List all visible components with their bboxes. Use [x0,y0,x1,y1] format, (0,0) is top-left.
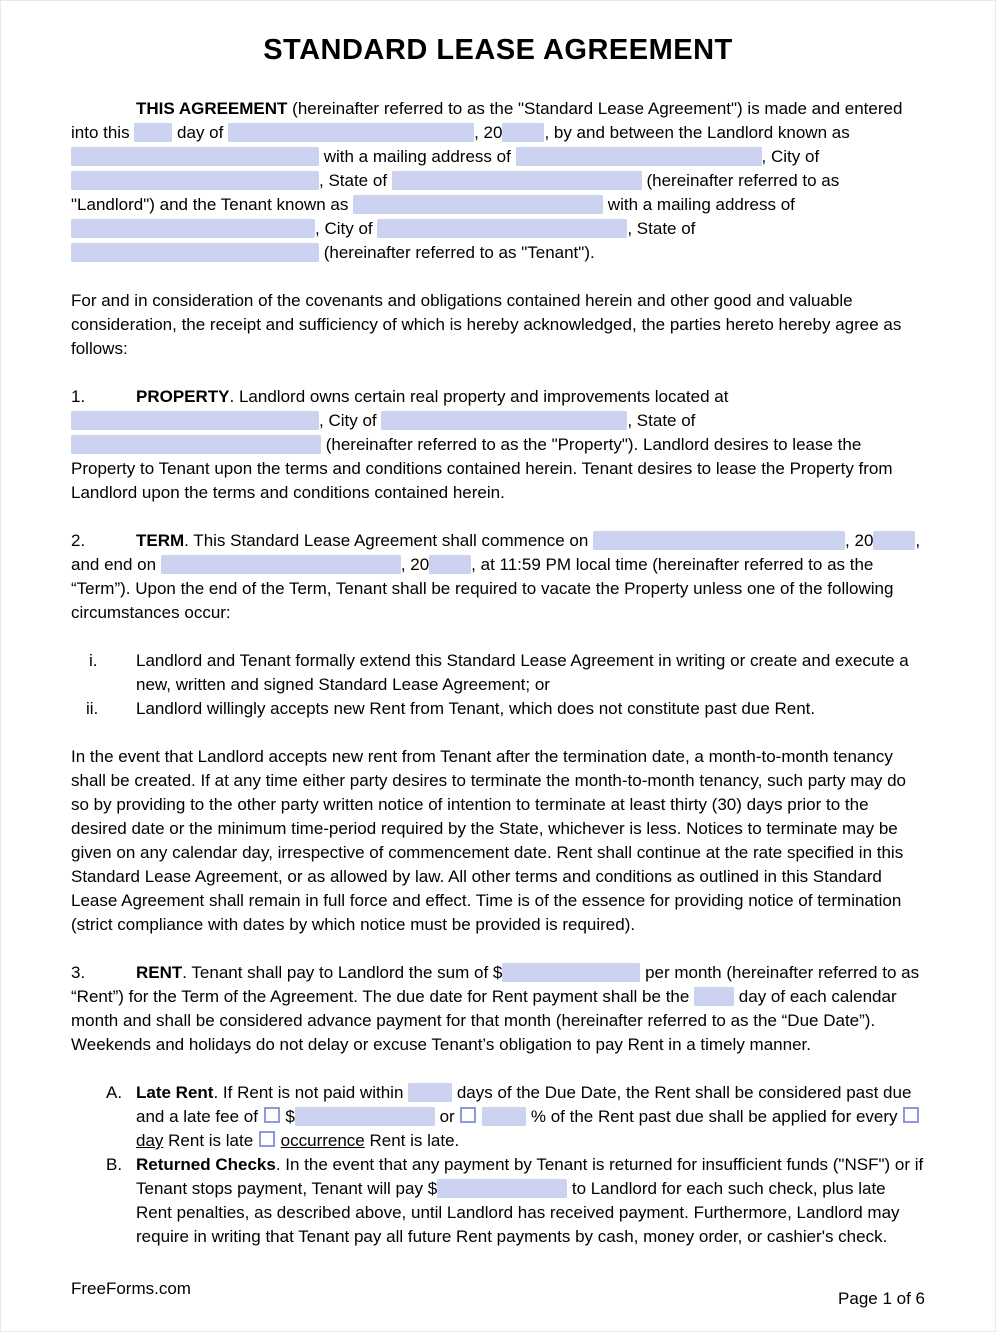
footer-site-name: FreeForms.com [71,1279,191,1298]
text-run: , at 11:59 PM local time (hereinafter referred to as the “Term”). Upon the end of the Term, Tenant shall be required to vacate the Property unless one of the following circumstances occur: [71,555,894,622]
text-run: (hereinafter referred to as the "Property"). Landlord desires to lease the Property to Tenant upon the terms and conditions contained herein. Tenant desires to lease the Property from Landlord upon the terms and conditions contained herein. [71,435,893,502]
clause-3-rent-number: 3. [71,963,86,982]
term-condition-i [71,649,925,697]
bold-text-run: RENT [136,963,183,982]
text-run: , and end on [71,531,921,574]
late-fee-amount-field[interactable] [295,1107,435,1126]
text-run: , City of [319,411,382,430]
property-state-field[interactable] [71,435,321,454]
text-run: day of each calendar month and shall be considered advance payment for that month (hereinafter referred to as the “Due Date”). Weekends and holidays do not delay or excuse Tenant’s obligation to pay Rent in a timely manner. [71,987,897,1054]
text-run: Landlord and Tenant formally extend this Standard Lease Agreement in writing or create and execute a new, written and signed Standard Lease Agreement; or [136,651,909,694]
term-condition-i-marker: i. [89,651,98,670]
text-run: , 20 [400,555,430,574]
text-run: . Tenant shall pay to Landlord the sum of $ [182,963,503,982]
month-to-month-paragraph [71,745,925,937]
clause-3a-late-rent-marker: A. [106,1083,123,1102]
clause-2-term-number: 2. [71,531,86,550]
tab-indent [71,113,136,114]
late-fee-percentage-field[interactable] [482,1107,526,1126]
bold-text-run: PROPERTY [136,387,230,406]
tenant-state-field[interactable] [71,243,319,262]
tenant-city-field[interactable] [377,219,627,238]
text-run: % of the Rent past due shall be applied for every [526,1107,903,1126]
text-run: , State of [627,411,696,430]
clause-1-property-number: 1. [71,387,86,406]
term-condition-ii [71,697,925,721]
text-run: (hereinafter referred to as "Landlord") and the Tenant known as [71,171,840,214]
text-run: For and in consideration of the covenants and obligations contained herein and other good and valuable consideration, the receipt and sufficiency of which is hereby acknowledged, the parties hereto hereby agree as follows: [71,291,902,358]
text-run: , 20 [845,531,874,550]
text-run: . In the event that any payment by Tenant is returned for insufficient funds ("NSF") or if Tenant stops payment, Tenant will pay $ [136,1155,924,1198]
text-run: , State of [319,171,392,190]
clause-3a-late-rent [71,1081,925,1153]
property-city-field[interactable] [381,411,627,430]
commencement-year-field[interactable] [873,531,915,550]
document-body [71,97,925,1249]
text-run: $ [280,1107,295,1126]
text-run: . This Standard Lease Agreement shall commence on [184,531,594,550]
tenant-mailing-address-field[interactable] [71,219,315,238]
end-date-field[interactable] [161,555,401,574]
property-address-field[interactable] [71,411,319,430]
clause-3b-returned-checks-marker: B. [106,1155,123,1174]
agreement-year-field[interactable] [502,123,544,142]
landlord-name-field[interactable] [71,147,319,166]
clause-3b-returned-checks [71,1153,925,1249]
text-run: with a mailing address of [319,147,516,166]
landlord-mailing-address-field[interactable] [516,147,762,166]
text-run: In the event that Landlord accepts new rent from Tenant after the termination date, a month-to-month tenancy shall be created. If at any time either party desires to terminate the month-to-month tenancy, such party may do so by providing to the other party written notice of intention to terminate at least thirty (30) days prior to the desired date or the minimum time-period required by the State, whichever is less. Notices to terminate may be given on any calendar day, irrespective of commencement date. Rent shall continue at the rate specified in this Standard Lease Agreement, or as allowed by law. All other terms and conditions as outlined in this Standard Lease Agreement shall remain in full force and effect. Time is of the essence for providing notice of termination (strict compliance with dates by which notice must be provided is required). [71,747,906,934]
late-fee-flat-checkbox[interactable] [264,1107,280,1123]
clause-2-term [71,529,925,625]
agreement-month-field[interactable] [228,123,474,142]
nsf-fee-amount-field[interactable] [437,1179,567,1198]
text-run: to Landlord for each such check, plus late Rent penalties, as described above, until Landlord has received payment. Furthermore, Landlord may require in writing that Tenant pay all future Rent payments by cash, money order, or cashier's check. [136,1179,900,1246]
text-run: , City of [315,219,378,238]
text-run: per month (hereinafter referred to as “Rent”) for the Term of the Agreement. The due date for Rent payment shall be the [71,963,920,1006]
footer-page-number: Page 1 of 6 [838,1289,925,1308]
late-fee-percent-checkbox[interactable] [460,1107,476,1123]
text-run: Rent is late. [364,1131,460,1150]
clause-1-property [71,385,925,505]
text-run: . If Rent is not paid within [213,1083,409,1102]
late-rent-grace-days-field[interactable] [408,1083,452,1102]
text-run: , by and between the Landlord known as [544,123,850,142]
text-run: Rent is late [163,1131,258,1150]
text-run: (hereinafter referred to as "Tenant"). [319,243,595,262]
page-title: STANDARD LEASE AGREEMENT [263,34,733,66]
underlined-text-run: occurrence [280,1131,365,1150]
underlined-text-run: day [136,1131,164,1150]
text-run: with a mailing address of [603,195,795,214]
tenant-name-field[interactable] [353,195,603,214]
agreement-day-field[interactable] [134,123,172,142]
text-run: days of the Due Date, the Rent shall be considered past due and a late fee of [136,1083,912,1126]
rent-due-day-field[interactable] [694,987,734,1006]
text-run: , 20 [474,123,503,142]
clause-3-rent [71,961,925,1057]
monthly-rent-amount-field[interactable] [502,963,640,982]
late-fee-per-day-checkbox[interactable] [903,1107,919,1123]
text-run: or [434,1107,460,1126]
text-run: day of [172,123,229,142]
end-year-field[interactable] [429,555,471,574]
text-run: , State of [627,219,696,238]
text-run: . Landlord owns certain real property and improvements located at [229,387,729,406]
bold-text-run: THIS AGREEMENT [136,99,288,118]
term-condition-ii-marker: ii. [86,699,99,718]
text-run: Landlord willingly accepts new Rent from Tenant, which does not constitute past due Rent. [136,699,816,718]
landlord-city-field[interactable] [71,171,319,190]
text-run: (hereinafter referred to as the "Standard Lease Agreement") is made and entered into this [71,99,903,142]
landlord-state-field[interactable] [392,171,642,190]
commencement-date-field[interactable] [593,531,845,550]
text-run: , City of [761,147,820,166]
intro-paragraph [71,97,925,265]
bold-text-run: Late Rent [136,1083,214,1102]
bold-text-run: Returned Checks [136,1155,276,1174]
bold-text-run: TERM [136,531,185,550]
consideration-paragraph [71,289,925,361]
late-fee-per-occurrence-checkbox[interactable] [259,1131,275,1147]
